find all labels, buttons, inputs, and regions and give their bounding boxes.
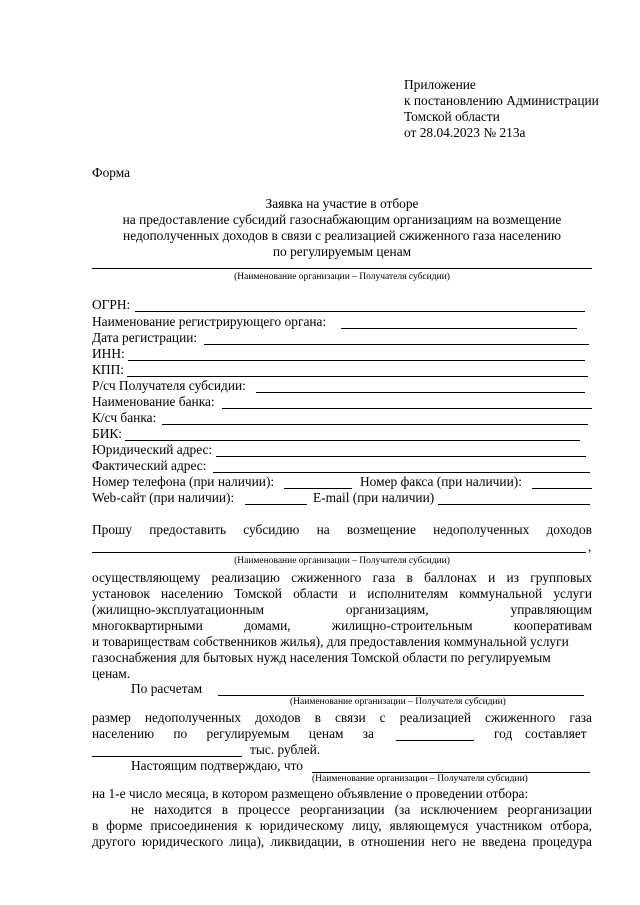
field-phone-label: Номер телефона (при наличии): — [92, 474, 275, 489]
calc-line-2: размер недополученных доходов в связи с реализацией сжиженного газа — [92, 710, 592, 725]
confirm-label: Настоящим подтверждаю, что — [131, 758, 303, 773]
request-line-1 — [92, 522, 592, 538]
request-word-7: доходов — [546, 522, 592, 537]
field-corr-account-line[interactable] — [162, 424, 588, 425]
request-text-7: ценам. — [92, 666, 131, 681]
request-text-3: (жилищно-эксплуатационным организациям, управляющим — [92, 602, 592, 617]
request-word-4: на — [316, 522, 330, 537]
calc-line-4: тыс. рублей. — [250, 742, 321, 757]
request-word-3: субсидию — [243, 522, 300, 537]
appendix-line-3: Томской области — [404, 109, 500, 124]
request-org-line[interactable] — [92, 552, 586, 553]
form-label: Форма — [92, 165, 131, 180]
calc-org-caption: (Наименование организации – Получателя субсидии) — [290, 697, 506, 707]
confirm-line-3: не находится в процессе реорганизации (за исключением реорганизации — [131, 802, 592, 817]
request-word-5: возмещение — [346, 522, 416, 537]
request-text-2: установок населению Томской области и исполнителям коммунальной услуги — [92, 586, 592, 601]
calc-line-3a: населению по регулируемым ценам за — [92, 726, 374, 741]
field-website-label: Web-сайт (при наличии): — [92, 490, 235, 505]
field-ogrn-line[interactable] — [135, 311, 585, 312]
field-actual-address-label: Фактический адрес: — [92, 458, 207, 473]
calc-year-line[interactable] — [396, 740, 474, 741]
org-name-line[interactable] — [92, 268, 592, 269]
field-legal-address-line[interactable] — [216, 456, 586, 457]
request-word-1: Прошу — [92, 522, 133, 537]
confirm-line-2: на 1-е число месяца, в котором размещено объявление о проведении отбора: — [92, 786, 529, 801]
request-word-6: недополученных — [433, 522, 530, 537]
calc-line-3c: составляет — [525, 726, 587, 741]
field-account-label: Р/сч Получателя субсидии: — [92, 378, 246, 393]
calc-amount-line[interactable] — [92, 756, 242, 757]
request-text-6: газоснабжения для бытовых нужд населения Томской области по регулируемым — [92, 650, 551, 665]
appendix-line-2: к постановлению Администрации — [404, 93, 599, 108]
field-bik-label: БИК: — [92, 426, 123, 441]
confirm-org-line[interactable] — [312, 772, 590, 773]
appendix-line-4: от 28.04.2023 № 213а — [404, 125, 526, 140]
field-reg-body-label: Наименование регистрирующего органа: — [92, 314, 327, 329]
title-line-1: Заявка на участие в отборе — [265, 196, 419, 211]
calc-by-label: По расчетам — [131, 681, 203, 696]
field-kpp-label: КПП: — [92, 362, 124, 377]
field-bik-line[interactable] — [125, 440, 580, 441]
field-email-label: E-mail (при наличии) — [313, 490, 435, 505]
request-comma: , — [588, 539, 592, 554]
title-line-3: недополученных доходов в связи с реализацией сжиженного газа населению — [123, 228, 561, 243]
field-inn-label: ИНН: — [92, 346, 125, 361]
confirm-org-caption: (Наименование организации – Получателя субсидии) — [312, 774, 528, 784]
field-fax-line[interactable] — [532, 488, 592, 489]
field-phone-line[interactable] — [284, 488, 352, 489]
title-line-4: по регулируемым ценам — [272, 244, 412, 259]
field-bank-label: Наименование банка: — [92, 394, 215, 409]
org-name-caption: (Наименование организации – Получателя субсидии) — [234, 272, 450, 282]
request-text-1: осуществляющему реализацию сжиженного газа в баллонах и из групповых — [92, 570, 592, 585]
field-actual-address-line[interactable] — [213, 472, 590, 473]
request-org-caption: (Наименование организации – Получателя субсидии) — [234, 556, 450, 566]
request-text-5: и товариществам собственников жилья), для предоставления коммунальной услуги — [92, 634, 569, 649]
field-email-line[interactable] — [438, 504, 590, 505]
field-website-line[interactable] — [245, 504, 307, 505]
title-line-2: на предоставление субсидий газоснабжающим организациям на возмещение — [122, 212, 562, 227]
calc-line-3b: год — [494, 726, 513, 741]
field-legal-address-label: Юридический адрес: — [92, 442, 213, 457]
field-account-line[interactable] — [256, 392, 585, 393]
appendix-line-1: Приложение — [404, 77, 476, 92]
field-reg-date-line[interactable] — [204, 344, 589, 345]
field-inn-line[interactable] — [128, 360, 585, 361]
field-fax-label: Номер факса (при наличии): — [360, 474, 522, 489]
field-reg-date-label: Дата регистрации: — [92, 330, 198, 345]
field-reg-body-line[interactable] — [341, 328, 577, 329]
confirm-line-4: в форме присоединения к юридическому лицу, являющемуся участником отбора, — [92, 818, 592, 833]
confirm-line-5: другого юридического лица), ликвидации, в отношении него не введена процедура — [92, 834, 592, 849]
field-bank-line[interactable] — [222, 408, 592, 409]
request-text-4: многоквартирными домами, жилищно-строительным кооперативам — [92, 618, 592, 633]
request-word-2: предоставить — [149, 522, 227, 537]
calc-org-line[interactable] — [218, 695, 584, 696]
field-ogrn-label: ОГРН: — [92, 297, 131, 312]
field-kpp-line[interactable] — [127, 376, 588, 377]
field-corr-account-label: К/сч банка: — [92, 410, 157, 425]
